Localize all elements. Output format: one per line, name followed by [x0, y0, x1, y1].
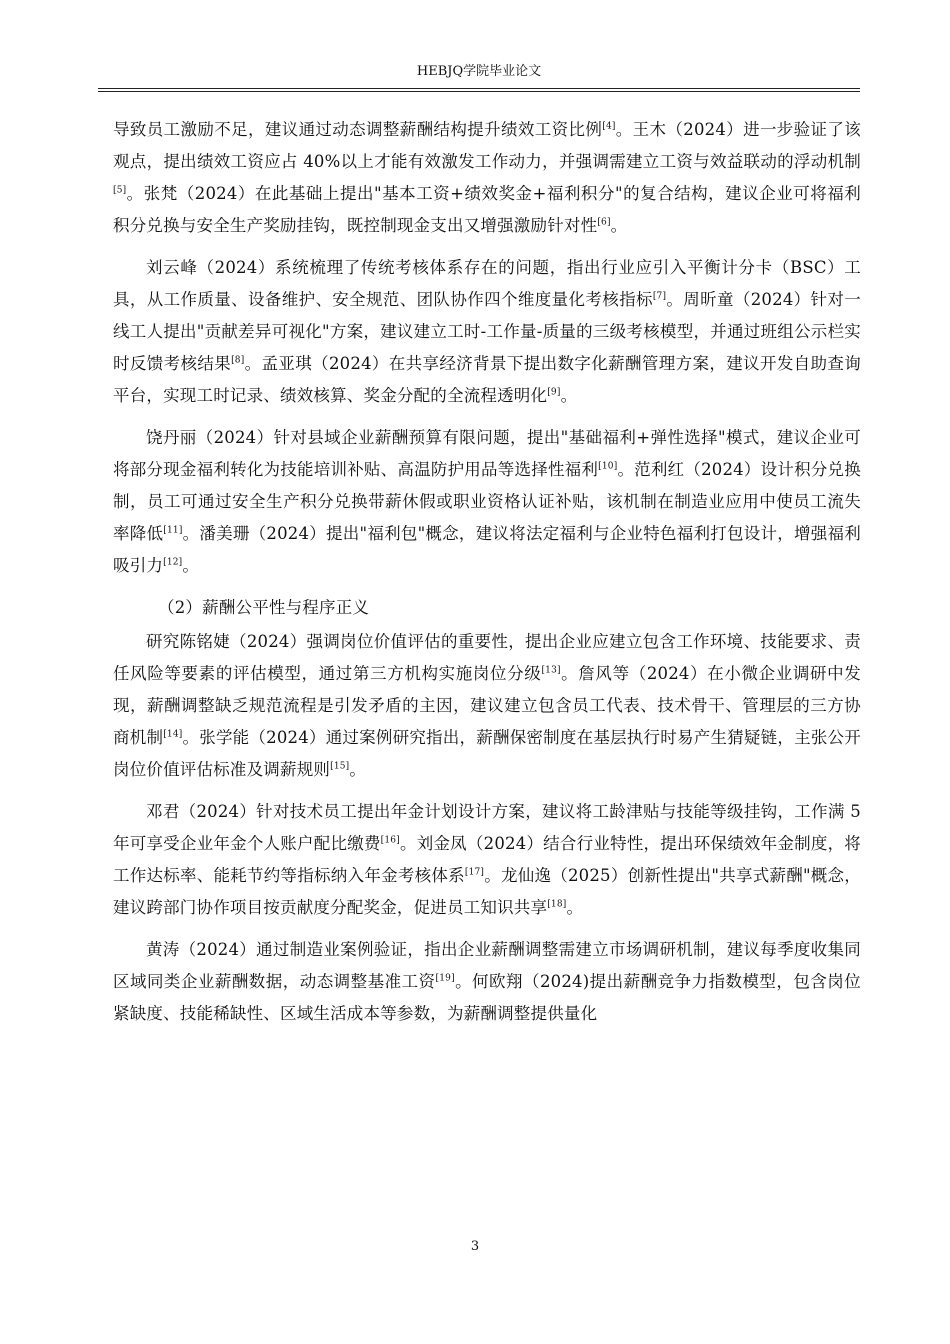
paragraph-text: 。詹风等（2024）在小微企业调研中发现，薪酬调整缺乏规范流程是引发矛盾的主因，建议建立包含员工代表、技术骨干、管理层的三方协商机制 — [113, 664, 862, 747]
citation: [10] — [598, 461, 618, 472]
paragraph-text: 。王木（2024）进一步验证了该观点，提出绩效工资应占 40%以上才能有效激发工作动力，并强调需建立工资与效益联动的浮动机制 — [113, 120, 861, 171]
paragraph-text: 。龙仙逸（2025）创新性提出"共享式薪酬"概念，建议跨部门协作项目按贡献度分配奖金，促进员工知识共享 — [113, 866, 862, 917]
citation: [11] — [163, 525, 183, 536]
paragraph-text: 。何欧翔（2024)提出薪酬竞争力指数模型，包含岗位紧缺度、技能稀缺性、区域生活成本等参数，为薪酬调整提供量化 — [113, 972, 861, 1023]
section-subheading: （2）薪酬公平性与程序正义 — [158, 598, 370, 617]
citation: [17] — [464, 867, 485, 878]
citation: [12] — [163, 557, 183, 568]
paragraph-text: 。刘金凤（2024）结合行业特性，提出环保绩效年金制度，将工作达标率、能耗节约等指标纳入年金考核体系 — [113, 834, 861, 885]
paragraph — [113, 626, 861, 786]
paragraph-text: 。 — [560, 386, 578, 405]
citation: [19] — [435, 973, 455, 984]
paragraph — [113, 934, 861, 1030]
citation: [16] — [380, 835, 400, 846]
paragraph — [113, 114, 861, 242]
paragraph-text: 刘云峰（2024）系统梳理了传统考核体系存在的问题，指出行业应引入平衡计分卡（BSC）工具，从工作质量、设备维护、安全规范、团队协作四个维度量化考核指标 — [113, 258, 861, 309]
paragraph-text: 黄涛（2024）通过制造业案例验证，指出企业薪酬调整需建立市场调研机制，建议每季度收集同区域同类企业薪酬数据，动态调整基准工资 — [113, 940, 861, 991]
citation: [5] — [113, 185, 127, 196]
citation: [6] — [597, 217, 611, 228]
paragraph-text: 。 — [349, 760, 367, 779]
paragraph-text: 。张梵（2024）在此基础上提出"基本工资+绩效奖金+福利积分"的复合结构，建议企业可将福利积分兑换与安全生产奖励挂钩，既控制现金支出又增强激励针对性 — [113, 184, 861, 235]
paragraph-text: 。 — [566, 898, 584, 917]
paragraph-text: 饶丹丽（2024）针对县域企业薪酬预算有限问题，提出"基础福利+弹性选择"模式，建议企业可将部分现金福利转化为技能培训补贴、高温防护用品等选择性福利 — [113, 428, 861, 479]
page-number: 3 — [470, 1239, 480, 1254]
citation: [15] — [330, 761, 350, 772]
citation: [18] — [547, 899, 567, 910]
paragraph — [113, 252, 861, 412]
paragraph-text: 。周昕童（2024）针对一线工人提出"贡献差异可视化"方案，建议建立工时-工作量-质量的三级考核模型，并通过班组公示栏实时反馈考核结果 — [113, 290, 861, 373]
paragraph — [113, 422, 861, 582]
paragraph — [113, 796, 861, 924]
citation: [4] — [602, 121, 616, 132]
citation: [8] — [231, 355, 245, 366]
citation: [14] — [163, 729, 183, 740]
header-rule-thin — [98, 91, 860, 92]
citation: [13] — [541, 665, 561, 676]
paragraph-text: 。 — [182, 556, 200, 575]
paragraph-text: 。孟亚琪（2024）在共享经济背景下提出数字化薪酬管理方案，建议开发自助查询平台，实现工时记录、绩效核算、奖金分配的全流程透明化 — [113, 354, 861, 405]
running-header: HEBJQ学院毕业论文 — [416, 64, 542, 79]
citation: [9] — [547, 387, 561, 398]
citation: [7] — [652, 291, 667, 302]
body-text — [113, 114, 861, 1040]
header-rule — [98, 88, 860, 89]
paragraph-text: 。 — [610, 216, 628, 235]
paragraph-text: 研究陈铭婕（2024）强调岗位价值评估的重要性，提出企业应建立包含工作环境、技能要求、责任风险等要素的评估模型，通过第三方机构实施岗位分级 — [113, 632, 861, 683]
paragraph-text: 。潘美珊（2024）提出"福利包"概念，建议将法定福利与企业特色福利打包设计，增强福利吸引力 — [113, 524, 861, 575]
paragraph-text: 导致员工激励不足，建议通过动态调整薪酬结构提升绩效工资比例 — [113, 120, 603, 139]
paragraph-text: 。张学能（2024）通过案例研究指出，薪酬保密制度在基层执行时易产生猜疑链，主张公开岗位价值评估标准及调薪规则 — [113, 728, 861, 779]
paragraph-text: 。范利红（2024）设计积分兑换制，员工可通过安全生产积分兑换带薪休假或职业资格认证补贴，该机制在制造业应用中使员工流失率降低 — [113, 460, 861, 543]
paragraph-text: 邓君（2024）针对技术员工提出年金计划设计方案，建议将工龄津贴与技能等级挂钩，工作满 5 年可享受企业年金个人账户配比缴费 — [113, 802, 861, 853]
